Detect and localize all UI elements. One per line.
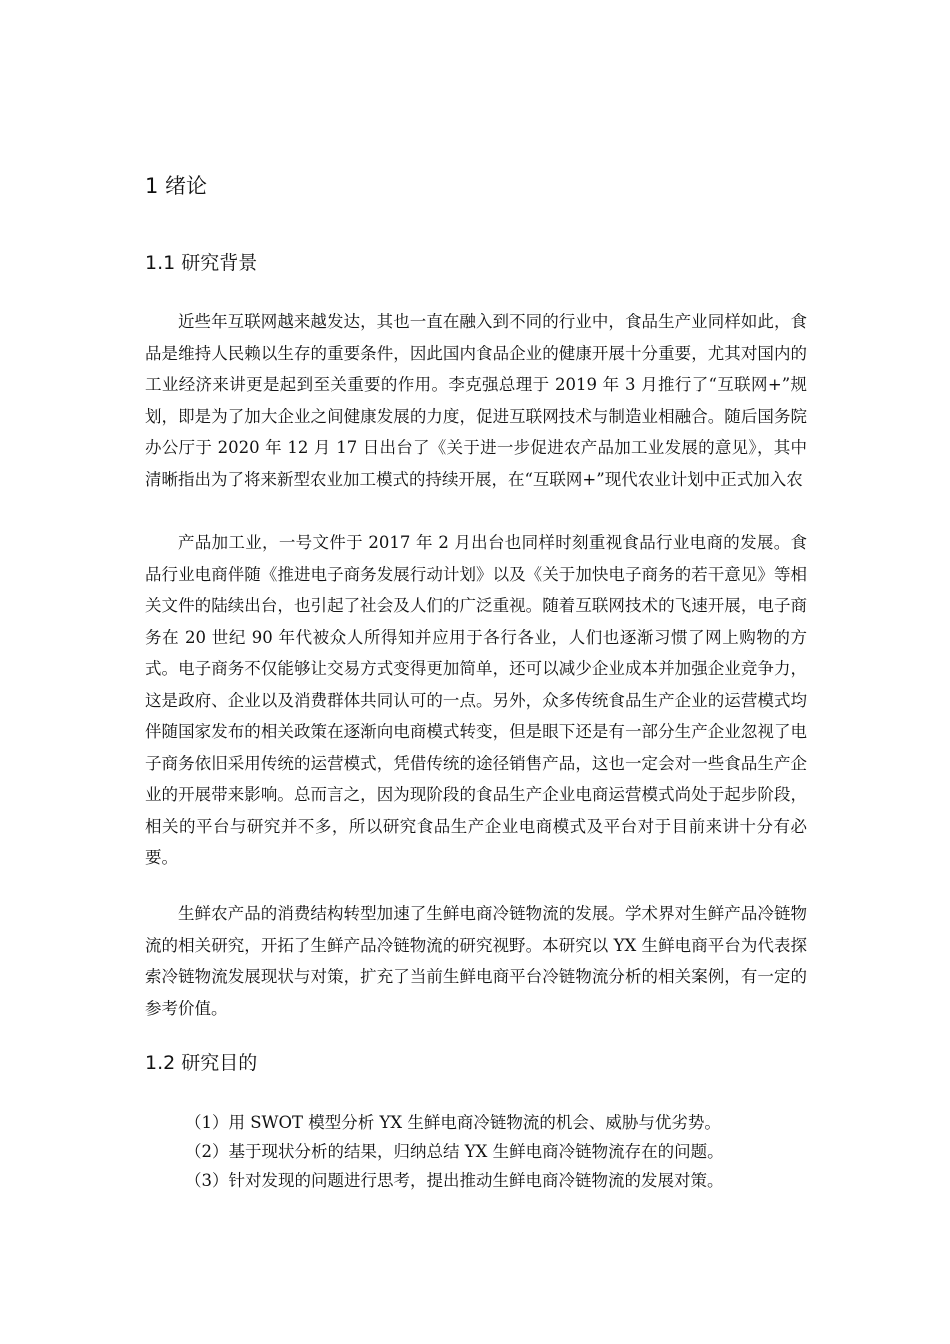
background-paragraph-1: 近些年互联网越来越发达，其也一直在融入到不同的行业中，食品生产业同样如此，食品是维持人民赖以生存的重要条件，因此国内食品企业的健康开展十分重要，尤其对国内的工业经济来讲更是起到至关重要的作用。李克强总理于 2019 年 3 月推行了“互联网+”规划，即是为了加大企业之间健康发展的力度，促进互联网技术与制造业相融合。随后国务院办公厅于 2020 年 12 月 17 日出台了《关于进一步促进农产品加工业发展的意见》，其中清晰指出为了将来新型农业加工模式的持续开展，在“互联网+”现代农业计划中正式加入农 (145, 312, 807, 489)
background-paragraph-group-1 (145, 306, 807, 495)
section-title-purpose: 1.2 研究目的 (145, 1052, 258, 1074)
purpose-item-2: （2）基于现状分析的结果，归纳总结 YX 生鲜电商冷链物流存在的问题。 (185, 1142, 724, 1161)
background-paragraph-3: 生鲜农产品的消费结构转型加速了生鲜电商冷链物流的发展。学术界对生鲜产品冷链物流的相关研究，开拓了生鲜产品冷链物流的研究视野。本研究以 YX 生鲜电商平台为代表探索冷链物流发展现状与对策，扩充了当前生鲜电商平台冷链物流分析的相关案例，有一定的参考价值。 (145, 904, 807, 1018)
purpose-item-1: （1）用 SWOT 模型分析 YX 生鲜电商冷链物流的机会、威胁与优劣势。 (185, 1113, 721, 1132)
section-title-background: 1.1 研究背景 (145, 252, 258, 274)
purpose-list (185, 1108, 825, 1195)
background-paragraph-2: 产品加工业，一号文件于 2017 年 2 月出台也同样时刻重视食品行业电商的发展。食品行业电商伴随《推进电子商务发展行动计划》以及《关于加快电子商务的若干意见》等相关文件的陆续出台，也引起了社会及人们的广泛重视。随着互联网技术的飞速开展，电子商务在 20 世纪 90 年代被众人所得知并应用于各行各业，人们也逐渐习惯了网上购物的方式。电子商务不仅能够让交易方式变得更加简单，还可以减少企业成本并加强企业竞争力，这是政府、企业以及消费群体共同认可的一点。另外，众多传统食品生产企业的运营模式均伴随国家发布的相关政策在逐渐向电商模式转变，但是眼下还是有一部分生产企业忽视了电子商务依旧采用传统的运营模式，凭借传统的途径销售产品，这也一定会对一些食品生产企业的开展带来影响。总而言之，因为现阶段的食品生产企业电商运营模式尚处于起步阶段，相关的平台与研究并不多，所以研究食品生产企业电商模式及平台对于目前来讲十分有必要。 (145, 533, 807, 867)
purpose-item-3: （3）针对发现的问题进行思考，提出推动生鲜电商冷链物流的发展对策。 (185, 1171, 724, 1190)
chapter-title: 1 绪论 (145, 174, 208, 198)
background-paragraph-group-2 (145, 527, 807, 874)
background-paragraph-group-3 (145, 898, 807, 1024)
